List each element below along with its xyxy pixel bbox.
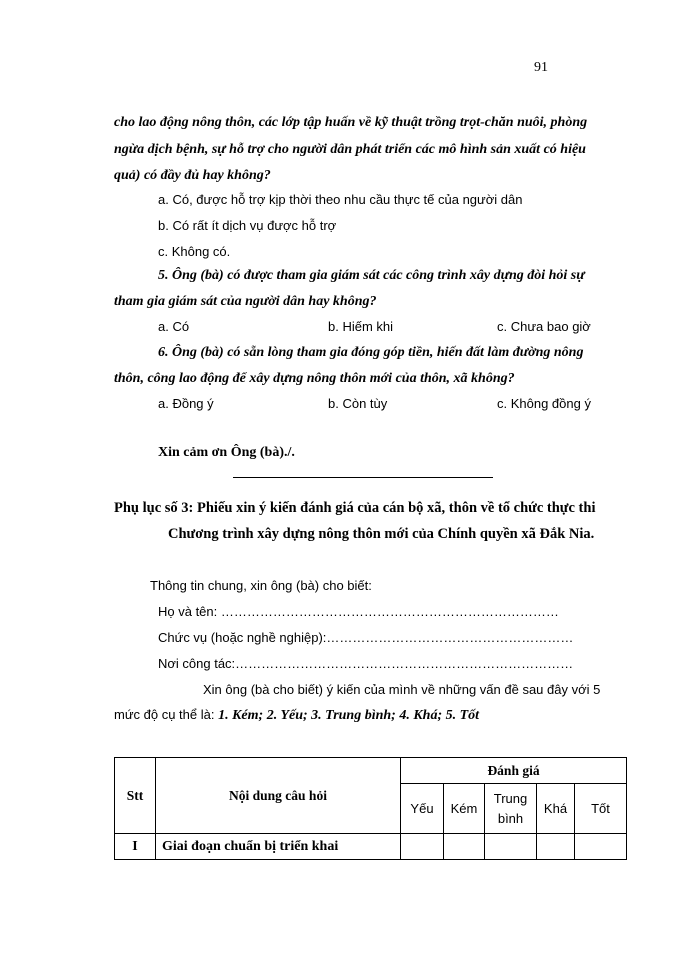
header-rating-3: Trung bình	[485, 784, 537, 834]
question-6-option-a: a. Đồng ý	[158, 396, 214, 411]
question-5-option-a: a. Có	[158, 319, 190, 334]
table-header-row-1	[115, 758, 627, 784]
instruction-line-1: Xin ông (bà cho biết) ý kiến của mình về những vấn đề sau đây với 5	[203, 682, 601, 697]
continuation-line-2: ngừa dịch bệnh, sự hỗ trợ cho người dân phát triển các mô hình sản xuất có hiệu	[114, 142, 586, 157]
row-cell-rating-3[interactable]	[485, 834, 537, 860]
header-content: Nội dung câu hỏi	[156, 758, 401, 834]
appendix-title-1: Phiếu xin ý kiến đánh giá của cán bộ xã, thôn về tổ chức thực thi	[197, 500, 596, 516]
evaluation-table	[114, 757, 627, 860]
row-cell-rating-1[interactable]	[401, 834, 444, 860]
row-cell-rating-5[interactable]	[575, 834, 627, 860]
workplace-field: Nơi công tác:……………………………………………………………………	[158, 656, 574, 671]
appendix-label: Phụ lục số 3:	[114, 500, 194, 516]
rating-levels: 1. Kém; 2. Yếu; 3. Trung bình; 4. Khá; 5. Tốt	[218, 708, 480, 723]
name-field: Họ và tên: ……………………………………………………………………	[158, 604, 559, 619]
header-rating-5: Tốt	[575, 784, 627, 834]
question-6-option-c: c. Không đồng ý	[497, 396, 591, 411]
question-6-option-b: b. Còn tùy	[328, 396, 388, 411]
question-5-line-1: 5. Ông (bà) có được tham gia giám sát các công trình xây dựng đòi hỏi sự	[158, 268, 585, 283]
instruction-line-2	[114, 706, 479, 724]
question-6-line-2: thôn, công lao động để xây dựng nông thôn mới của thôn, xã không?	[114, 371, 515, 386]
instruction-prefix: mức độ cụ thể là:	[114, 707, 219, 722]
row-cell-rating-4[interactable]	[537, 834, 575, 860]
option-a: a. Có, được hỗ trợ kịp thời theo nhu cầu thực tế của người dân	[158, 192, 523, 207]
option-b: b. Có rất ít dịch vụ được hỗ trợ	[158, 218, 337, 233]
general-info-intro: Thông tin chung, xin ông (bà) cho biết:	[150, 578, 372, 593]
thanks-line: Xin cảm ơn Ông (bà)./.	[158, 445, 295, 460]
question-5-line-2: tham gia giám sát của người dân hay không?	[114, 294, 377, 309]
appendix-title-2: Chương trình xây dựng nông thôn mới của Chính quyền xã Đắk Nia.	[168, 526, 595, 542]
question-6-line-1: 6. Ông (bà) có sẵn lòng tham gia đóng góp tiền, hiến đất làm đường nông	[158, 345, 584, 360]
row-cell-rating-2[interactable]	[444, 834, 485, 860]
separator-rule	[233, 477, 493, 478]
question-5-option-b: b. Hiếm khi	[328, 319, 394, 334]
header-rating-4: Khá	[537, 784, 575, 834]
header-evaluation: Đánh giá	[401, 758, 627, 784]
page-number: 91	[534, 60, 548, 75]
header-rating-1: Yếu	[401, 784, 444, 834]
continuation-line-3: quả) có đầy đủ hay không?	[114, 168, 271, 183]
position-field: Chức vụ (hoặc nghề nghiệp):…………………………………………………	[158, 630, 574, 645]
appendix-heading	[114, 500, 595, 517]
row-content: Giai đoạn chuẩn bị triển khai	[156, 834, 401, 860]
option-c: c. Không có.	[158, 244, 231, 259]
row-stt: I	[115, 834, 156, 860]
continuation-line-1: cho lao động nông thôn, các lớp tập huấn về kỹ thuật trồng trọt-chăn nuôi, phòng	[114, 115, 588, 130]
question-5-option-c: c. Chưa bao giờ	[497, 319, 591, 334]
header-rating-2: Kém	[444, 784, 485, 834]
header-stt: Stt	[115, 758, 156, 834]
table-row	[115, 834, 627, 860]
